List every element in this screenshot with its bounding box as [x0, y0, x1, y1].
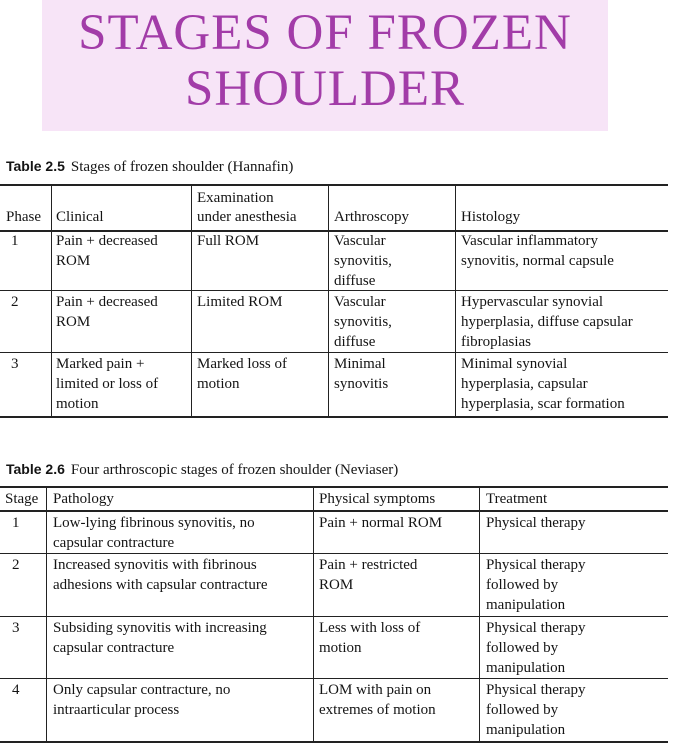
table2-row-3-symptoms: Less with loss of motion	[319, 620, 421, 656]
table1-column-divider	[51, 186, 52, 416]
table1-row-3-arthroscopy: Minimal synovitis	[334, 356, 389, 392]
table1-row-1-arthroscopy: Vascular synovitis, diffuse	[334, 233, 392, 289]
page-title-line-1: STAGES OF FROZEN	[78, 5, 572, 61]
table1-header-histology: Histology	[461, 209, 521, 225]
table2-row-divider	[0, 616, 668, 617]
table2-row-1-symptoms: Pain + normal ROM	[319, 515, 443, 531]
table1-header-phase: Phase	[6, 209, 41, 225]
table2-row-4-symptoms: LOM with pain on extremes of motion	[319, 682, 436, 718]
table1-row-1-exam: Full ROM	[197, 233, 260, 249]
table2-row-2-treatment: Physical therapy followed by manipulation	[486, 557, 586, 613]
table1-row-2-histology: Hypervascular synovial hyperplasia, diffuse capsular fibroplasias	[461, 294, 633, 350]
table2-row-4-pathology: Only capsular contracture, no intraarticular process	[53, 682, 231, 718]
table1-row-divider	[0, 352, 668, 353]
table1-bottom-rule	[0, 416, 668, 418]
table2-header-pathology: Pathology	[53, 491, 114, 507]
table1-row-3-clinical: Marked pain + limited or loss of motion	[56, 356, 159, 412]
table1-header-arthroscopy: Arthroscopy	[334, 209, 409, 225]
table1-row-2-phase: 2	[11, 294, 19, 310]
table2-header-physical-symptoms: Physical symptoms	[319, 491, 436, 507]
table1-row-2-arthroscopy: Vascular synovitis, diffuse	[334, 294, 392, 350]
table1-row-2-exam: Limited ROM	[197, 294, 283, 310]
table1-row-2-clinical: Pain + decreased ROM	[56, 294, 158, 330]
table2-caption-label: Table 2.6	[6, 461, 65, 477]
table1-row-3-phase: 3	[11, 356, 19, 372]
table1-caption-text: Stages of frozen shoulder (Hannafin)	[70, 159, 294, 175]
table2-row-3-stage: 3	[12, 620, 20, 636]
table1-row-1-phase: 1	[11, 233, 19, 249]
table2-header-stage: Stage	[5, 491, 39, 507]
table2-header-treatment: Treatment	[486, 491, 548, 507]
table2-row-2-symptoms: Pain + restricted ROM	[319, 557, 418, 593]
table2-row-2-pathology: Increased synovitis with fibrinous adhesions with capsular contracture	[53, 557, 268, 593]
table2-row-divider	[0, 678, 668, 679]
table1-caption	[6, 158, 293, 176]
table2-column-divider	[479, 488, 480, 741]
table2-caption-text: Four arthroscopic stages of frozen shoulder (Neviaser)	[70, 462, 399, 478]
table2-top-rule	[0, 486, 668, 488]
table1-column-divider	[191, 186, 192, 416]
table2-caption	[6, 461, 398, 479]
table2-column-divider	[46, 488, 47, 741]
table2-row-1-treatment: Physical therapy	[486, 515, 586, 531]
table1-row-3-exam: Marked loss of motion	[197, 356, 287, 392]
table1-column-divider	[328, 186, 329, 416]
table1-row-3-histology: Minimal synovial hyperplasia, capsular hyperplasia, scar formation	[461, 356, 625, 412]
table2-header-rule	[0, 510, 668, 512]
table2-row-4-treatment: Physical therapy followed by manipulation	[486, 682, 586, 738]
table2-column-divider	[313, 488, 314, 741]
table2-row-3-treatment: Physical therapy followed by manipulation	[486, 620, 586, 676]
table2-bottom-rule	[0, 741, 668, 743]
table2-row-divider	[0, 553, 668, 554]
table1-row-1-histology: Vascular inflammatory synovitis, normal capsule	[461, 233, 614, 269]
table1-top-rule	[0, 184, 668, 186]
table1-header-examination: Examination under anesthesia	[197, 190, 297, 225]
table1-caption-label: Table 2.5	[6, 158, 65, 174]
table2-row-1-stage: 1	[12, 515, 20, 531]
table1-header-clinical: Clinical	[56, 209, 104, 225]
table2-row-4-stage: 4	[12, 682, 20, 698]
page-title-line-2: SHOULDER	[184, 61, 465, 117]
table1-column-divider	[455, 186, 456, 416]
table2-row-2-stage: 2	[12, 557, 20, 573]
table1-row-1-clinical: Pain + decreased ROM	[56, 233, 158, 269]
table2-row-1-pathology: Low-lying fibrinous synovitis, no capsular contracture	[53, 515, 255, 551]
table2-row-3-pathology: Subsiding synovitis with increasing capsular contracture	[53, 620, 267, 656]
